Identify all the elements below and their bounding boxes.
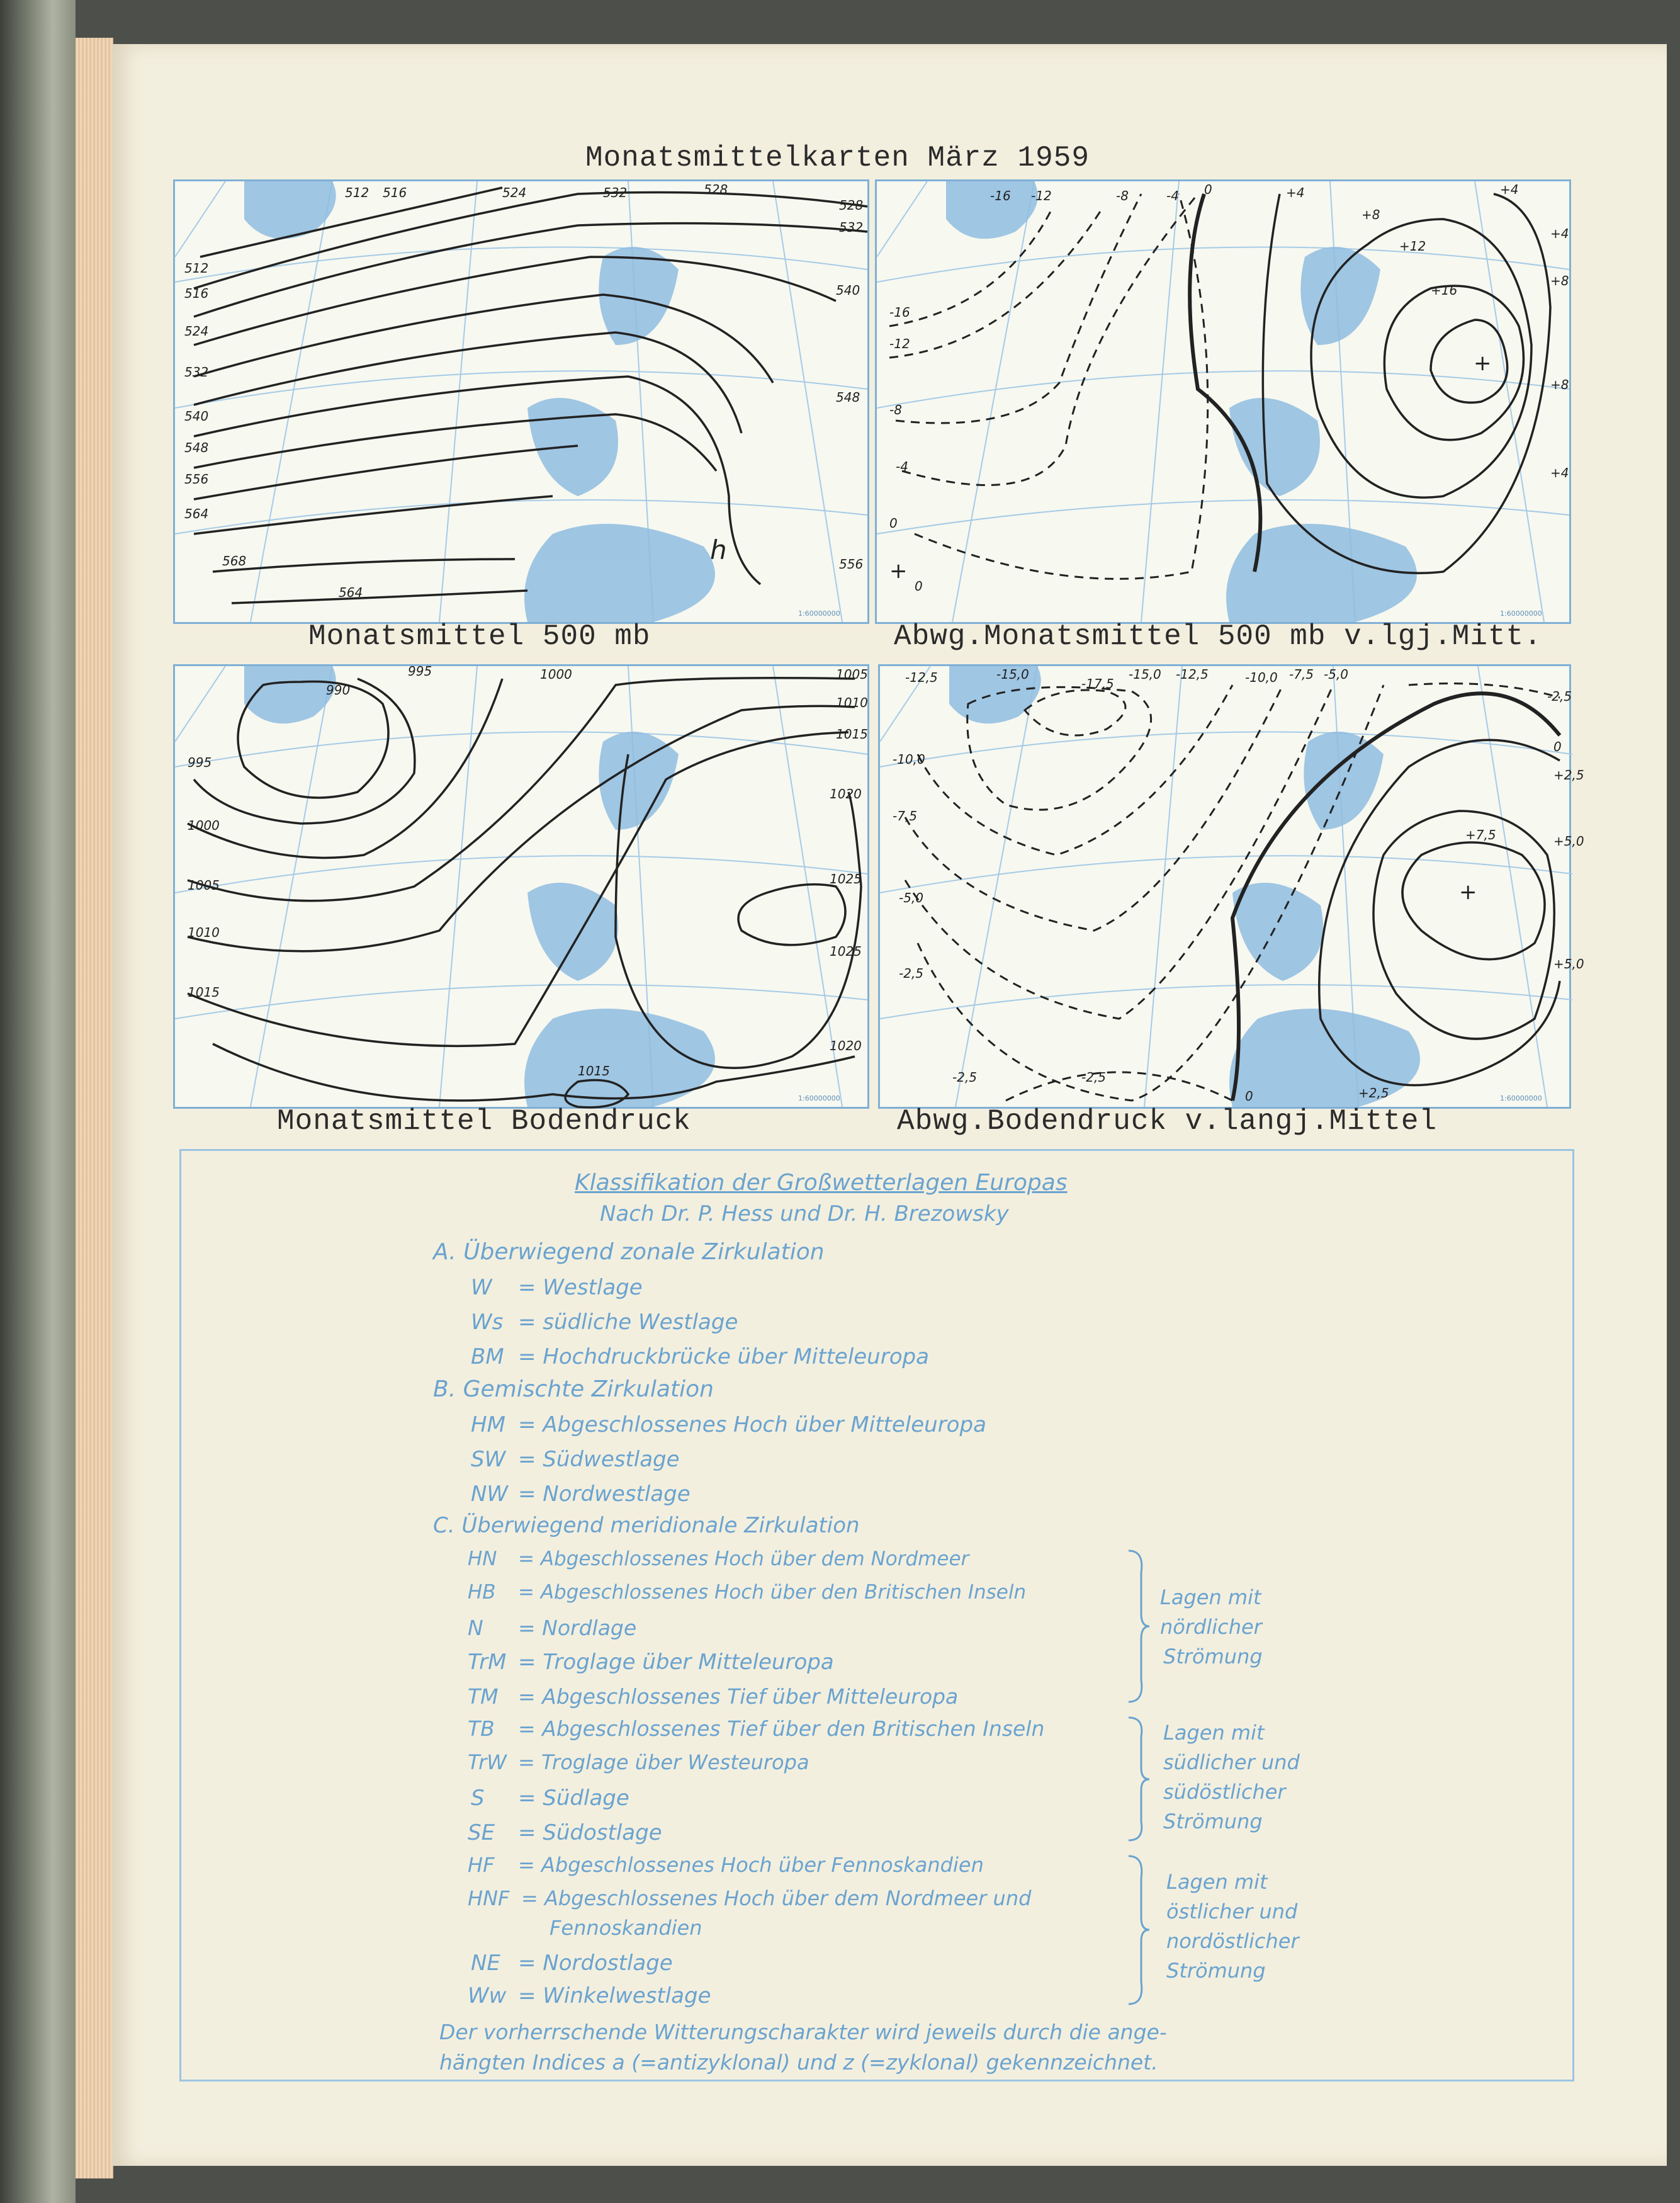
svg-text:995: 995	[408, 664, 432, 679]
desc-NE: = Nordostlage	[518, 1951, 673, 1976]
svg-text:990: 990	[326, 682, 351, 698]
svg-text:0: 0	[1245, 1089, 1253, 1104]
svg-text:1010: 1010	[188, 925, 220, 940]
svg-text:-8: -8	[1116, 188, 1129, 203]
desc-TrW: = Troglage über Westeuropa	[518, 1750, 809, 1774]
svg-text:-2,5: -2,5	[952, 1070, 978, 1085]
brace-south	[1125, 1714, 1151, 1843]
svg-text:-15,0: -15,0	[1129, 667, 1161, 682]
svg-text:556: 556	[839, 557, 864, 572]
code-TrM: TrM	[468, 1650, 507, 1675]
svg-text:-15,0: -15,0	[996, 667, 1029, 682]
svg-text:524: 524	[184, 324, 209, 339]
desc-TM: = Abgeschlossenes Tief über Mitteleuropa	[518, 1684, 959, 1709]
desc-SW: = Südwestlage	[518, 1447, 680, 1472]
svg-text:-2,5: -2,5	[1547, 689, 1572, 704]
svg-text:-16: -16	[990, 188, 1011, 203]
svg-text:+8: +8	[1550, 377, 1569, 392]
high-center-cross: +	[1459, 880, 1477, 905]
svg-text:564: 564	[184, 506, 209, 521]
svg-text:-12: -12	[889, 336, 910, 351]
code-TB: TB	[468, 1716, 495, 1741]
desc-Ws: = südliche Westlage	[518, 1310, 738, 1335]
svg-text:+4: +4	[1550, 226, 1569, 241]
code-HN: HN	[468, 1548, 497, 1570]
page-edge	[76, 38, 113, 2178]
svg-text:0: 0	[1553, 739, 1562, 754]
svg-text:+7,5: +7,5	[1465, 827, 1496, 842]
book-binding	[0, 0, 76, 2203]
page-title: Monatsmittelkarten März 1959	[585, 142, 1090, 174]
code-Ws: Ws	[471, 1310, 504, 1335]
svg-text:564: 564	[339, 585, 363, 600]
svg-text:-16: -16	[889, 305, 910, 320]
svg-text:-10,0: -10,0	[893, 752, 925, 767]
desc-TrM: = Troglage über Mitteleuropa	[518, 1650, 834, 1675]
brace-north	[1125, 1548, 1151, 1705]
code-SW: SW	[471, 1447, 506, 1472]
map-monatsmittel-bodendruck	[173, 664, 869, 1109]
svg-text:1020: 1020	[830, 786, 862, 801]
svg-text:1010: 1010	[836, 695, 868, 710]
code-SE: SE	[468, 1820, 495, 1845]
group-heading-b: B. Gemischte Zirkulation	[433, 1376, 714, 1402]
code-TrW: TrW	[468, 1750, 507, 1774]
code-BM: BM	[471, 1344, 504, 1369]
svg-text:1000: 1000	[188, 818, 220, 833]
svg-text:1015: 1015	[578, 1063, 610, 1079]
desc-TB: = Abgeschlossenes Tief über den Britischen Inseln	[518, 1716, 1045, 1741]
svg-text:995: 995	[188, 755, 212, 770]
svg-text:-8: -8	[889, 402, 902, 417]
svg-text:-12,5: -12,5	[1176, 667, 1209, 682]
svg-text:548: 548	[836, 390, 860, 405]
svg-text:+5,0: +5,0	[1553, 956, 1584, 971]
svg-text:-2,5: -2,5	[899, 966, 924, 981]
caption-abweichung-500mb: Abwg.Monatsmittel 500 mb v.lgj.Mitt.	[894, 620, 1542, 653]
brace-label-east-2: östlicher und	[1166, 1900, 1298, 1923]
brace-label-east-4: Strömung	[1166, 1959, 1266, 1983]
svg-text:568: 568	[222, 553, 247, 569]
svg-text:0: 0	[889, 516, 898, 531]
svg-text:1020: 1020	[830, 1038, 862, 1053]
code-Ww: Ww	[468, 1983, 507, 2008]
brace-label-south-2: südlicher und	[1163, 1750, 1300, 1774]
svg-text:524: 524	[502, 185, 527, 200]
svg-text:-4: -4	[896, 459, 908, 474]
code-S: S	[471, 1786, 485, 1811]
legend-footnote-line2: hängten Indices a (=antizyklonal) und z (=zyklonal) gekennzeichnet.	[439, 2050, 1158, 2075]
desc-SE: = Südostlage	[518, 1820, 662, 1845]
desc-W: = Westlage	[518, 1275, 643, 1300]
desc-N: = Nordlage	[518, 1616, 637, 1640]
svg-text:+4: +4	[1550, 465, 1569, 480]
desc-Ww: = Winkelwestlage	[518, 1983, 711, 2008]
code-HF: HF	[468, 1853, 495, 1877]
svg-text:532: 532	[184, 365, 209, 380]
brace-east	[1125, 1853, 1151, 2007]
svg-text:+4: +4	[1500, 182, 1519, 197]
svg-text:+8: +8	[1550, 273, 1569, 288]
svg-text:512: 512	[184, 261, 209, 276]
caption-monatsmittel-500mb: Monatsmittel 500 mb	[308, 620, 651, 653]
svg-text:-4: -4	[1166, 188, 1179, 203]
high-center-cross: +	[1474, 351, 1492, 376]
desc-HM: = Abgeschlossenes Hoch über Mitteleuropa	[518, 1412, 986, 1437]
legend-footnote-line1: Der vorherrschende Witterungscharakter wird jeweils durch die ange-	[439, 2020, 1167, 2044]
svg-text:1:60000000: 1:60000000	[1500, 609, 1542, 618]
svg-text:1015: 1015	[836, 727, 868, 742]
svg-text:-17,5: -17,5	[1081, 676, 1114, 691]
desc-HB: = Abgeschlossenes Hoch über den Britischen Inseln	[518, 1581, 1027, 1604]
code-HB: HB	[468, 1581, 496, 1604]
svg-text:516: 516	[383, 185, 407, 200]
plus-marker: +	[889, 558, 908, 584]
brace-label-south-4: Strömung	[1163, 1809, 1263, 1833]
svg-text:-7,5: -7,5	[1289, 667, 1314, 682]
svg-text:540: 540	[184, 409, 209, 424]
legend-title: Klassifikation der Großwetterlagen Europas	[575, 1170, 1068, 1196]
desc-HF: = Abgeschlossenes Hoch über Fennoskandien	[518, 1853, 984, 1877]
svg-text:532: 532	[839, 220, 864, 235]
code-HNF: HNF	[468, 1886, 510, 1910]
brace-label-north-1: Lagen mit	[1160, 1585, 1261, 1609]
svg-text:1005: 1005	[836, 667, 868, 682]
legend-subtitle: Nach Dr. P. Hess und Dr. H. Brezowsky	[600, 1201, 1009, 1226]
code-N: N	[468, 1616, 483, 1640]
svg-text:+8: +8	[1361, 207, 1380, 222]
map-abweichung-500mb	[875, 179, 1571, 624]
desc-S: = Südlage	[518, 1786, 629, 1811]
svg-text:1:60000000: 1:60000000	[798, 609, 840, 618]
desc-BM: = Hochdruckbrücke über Mitteleuropa	[518, 1344, 929, 1369]
group-heading-a: A. Überwiegend zonale Zirkulation	[433, 1239, 825, 1265]
brace-label-south-1: Lagen mit	[1163, 1721, 1265, 1745]
caption-abweichung-bodendruck: Abwg.Bodendruck v.langj.Mittel	[897, 1105, 1438, 1138]
svg-text:+2,5: +2,5	[1553, 767, 1584, 783]
svg-text:556: 556	[184, 472, 209, 487]
brace-label-north-2: nördlicher	[1160, 1615, 1262, 1639]
greenland-shape	[244, 181, 336, 239]
svg-text:+2,5: +2,5	[1358, 1085, 1389, 1101]
code-HM: HM	[471, 1412, 505, 1437]
svg-text:528: 528	[839, 198, 864, 213]
svg-text:+5,0: +5,0	[1553, 834, 1584, 849]
svg-text:528: 528	[704, 182, 728, 197]
desc-HN: = Abgeschlossenes Hoch über dem Nordmeer	[518, 1548, 969, 1570]
svg-text:1025: 1025	[830, 944, 862, 959]
svg-text:1015: 1015	[188, 985, 220, 1000]
svg-text:1005: 1005	[188, 878, 220, 893]
svg-text:1:60000000: 1:60000000	[1500, 1094, 1542, 1102]
svg-text:512: 512	[345, 185, 369, 200]
map-monatsmittel-500mb	[173, 179, 869, 624]
code-NW: NW	[471, 1481, 509, 1507]
brace-label-south-3: südöstlicher	[1163, 1780, 1286, 1804]
map-500mb-svg	[175, 181, 867, 622]
brace-label-east-3: nordöstlicher	[1166, 1929, 1299, 1953]
code-NE: NE	[471, 1951, 500, 1976]
code-W: W	[471, 1275, 492, 1300]
map-abweichung-bodendruck	[878, 664, 1584, 1109]
svg-text:1:60000000: 1:60000000	[798, 1094, 840, 1102]
group-heading-c: C. Überwiegend meridionale Zirkulation	[433, 1513, 860, 1538]
svg-text:-12: -12	[1031, 188, 1052, 203]
svg-text:0: 0	[1204, 182, 1212, 197]
svg-text:540: 540	[836, 283, 860, 298]
svg-text:-10,0: -10,0	[1245, 670, 1278, 685]
map-bodendruck-svg	[175, 666, 867, 1107]
map-a500-svg	[877, 181, 1569, 622]
desc-NW: = Nordwestlage	[518, 1481, 691, 1507]
svg-text:0: 0	[915, 579, 923, 594]
low-center-h: h	[710, 535, 727, 565]
code-TM: TM	[468, 1684, 499, 1709]
caption-monatsmittel-bodendruck: Monatsmittel Bodendruck	[277, 1105, 691, 1138]
svg-text:-7,5: -7,5	[893, 808, 918, 824]
svg-text:516: 516	[184, 286, 209, 301]
svg-text:+4: +4	[1286, 185, 1305, 200]
svg-text:-12,5: -12,5	[905, 670, 938, 685]
svg-text:548: 548	[184, 440, 209, 455]
brace-label-east-1: Lagen mit	[1166, 1870, 1268, 1894]
svg-text:+16: +16	[1431, 283, 1458, 298]
svg-text:-2,5: -2,5	[1081, 1070, 1107, 1085]
svg-text:-5,0: -5,0	[899, 890, 924, 905]
svg-text:+12: +12	[1399, 239, 1426, 254]
desc-HNF: = Abgeschlossenes Hoch über dem Nordmeer und	[521, 1886, 1032, 1910]
legend-box	[179, 1149, 1574, 2081]
svg-text:1025: 1025	[830, 871, 862, 886]
map-abd-svg	[880, 666, 1584, 1107]
svg-text:532: 532	[603, 185, 628, 200]
desc-HNF-cont: Fennoskandien	[550, 1916, 702, 1940]
svg-text:1000: 1000	[540, 667, 572, 682]
brace-label-north-3: Strömung	[1163, 1645, 1263, 1668]
svg-text:-5,0: -5,0	[1324, 667, 1349, 682]
